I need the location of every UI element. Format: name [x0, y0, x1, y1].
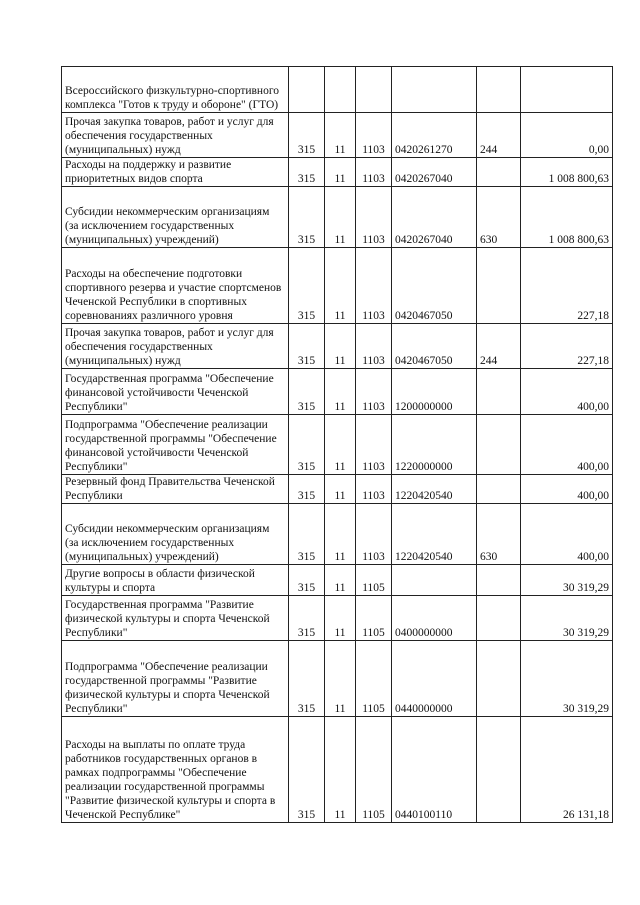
row-name: Расходы на выплаты по оплате труда работников государственных органов в рамках подпрограммы "Обеспечение реализации государственной программы "Развитие физической культуры и спорта в Чеченской Республике"	[62, 717, 289, 823]
row-cs	[392, 67, 477, 113]
row-name: Расходы на поддержку и развитие приоритетных видов спорта	[62, 158, 289, 187]
row-name: Подпрограмма "Обеспечение реализации государственной программы "Развитие физической культуры и спорта Чеченской Республики"	[62, 641, 289, 717]
row-gr: 315	[289, 504, 325, 565]
table-row	[62, 415, 613, 475]
budget-table	[61, 66, 613, 823]
row-pr: 1103	[356, 504, 392, 565]
table-row	[62, 475, 613, 504]
row-vr	[477, 369, 521, 415]
row-gr: 315	[289, 324, 325, 369]
row-rz: 11	[325, 475, 356, 504]
row-sum: 26 131,18	[521, 717, 613, 823]
row-cs: 0420467050	[392, 324, 477, 369]
row-name: Другие вопросы в области физической культуры и спорта	[62, 565, 289, 596]
row-vr: 244	[477, 324, 521, 369]
row-cs: 1200000000	[392, 369, 477, 415]
row-pr: 1103	[356, 415, 392, 475]
row-rz: 11	[325, 415, 356, 475]
table-row	[62, 717, 613, 823]
row-gr: 315	[289, 641, 325, 717]
row-rz: 11	[325, 717, 356, 823]
row-gr: 315	[289, 369, 325, 415]
row-gr: 315	[289, 596, 325, 641]
table-row	[62, 504, 613, 565]
row-vr	[477, 67, 521, 113]
row-pr	[356, 67, 392, 113]
row-vr: 244	[477, 113, 521, 158]
row-name: Прочая закупка товаров, работ и услуг для обеспечения государственных (муниципальных) нужд	[62, 324, 289, 369]
row-sum: 0,00	[521, 113, 613, 158]
row-pr: 1103	[356, 369, 392, 415]
row-cs: 0420261270	[392, 113, 477, 158]
row-name: Всероссийского физкультурно-спортивного комплекса "Готов к труду и обороне" (ГТО)	[62, 67, 289, 113]
row-vr	[477, 158, 521, 187]
row-sum: 400,00	[521, 475, 613, 504]
row-gr: 315	[289, 187, 325, 248]
row-rz: 11	[325, 158, 356, 187]
row-rz: 11	[325, 504, 356, 565]
budget-table-body	[62, 67, 613, 823]
row-sum	[521, 67, 613, 113]
row-sum: 30 319,29	[521, 641, 613, 717]
row-sum: 1 008 800,63	[521, 187, 613, 248]
row-name: Государственная программа "Развитие физической культуры и спорта Чеченской Республики"	[62, 596, 289, 641]
row-rz: 11	[325, 565, 356, 596]
table-row	[62, 596, 613, 641]
row-pr: 1105	[356, 596, 392, 641]
row-pr: 1105	[356, 717, 392, 823]
row-pr: 1103	[356, 475, 392, 504]
row-vr	[477, 475, 521, 504]
table-row	[62, 158, 613, 187]
row-rz: 11	[325, 187, 356, 248]
table-row	[62, 67, 613, 113]
row-pr: 1103	[356, 113, 392, 158]
row-cs: 1220420540	[392, 475, 477, 504]
row-rz: 11	[325, 641, 356, 717]
row-vr	[477, 565, 521, 596]
row-vr	[477, 641, 521, 717]
row-rz: 11	[325, 113, 356, 158]
row-rz: 11	[325, 369, 356, 415]
row-name: Подпрограмма "Обеспечение реализации государственной программы "Обеспечение финансовой устойчивости Чеченской Республики"	[62, 415, 289, 475]
row-gr: 315	[289, 717, 325, 823]
row-vr: 630	[477, 504, 521, 565]
row-gr: 315	[289, 248, 325, 324]
row-pr: 1105	[356, 641, 392, 717]
row-vr	[477, 415, 521, 475]
row-cs: 0420467050	[392, 248, 477, 324]
row-cs: 0420267040	[392, 158, 477, 187]
row-pr: 1103	[356, 187, 392, 248]
row-gr: 315	[289, 565, 325, 596]
table-row	[62, 113, 613, 158]
row-gr: 315	[289, 158, 325, 187]
row-cs: 0420267040	[392, 187, 477, 248]
row-cs: 0400000000	[392, 596, 477, 641]
row-vr	[477, 717, 521, 823]
row-sum: 1 008 800,63	[521, 158, 613, 187]
table-row	[62, 187, 613, 248]
row-name: Расходы на обеспечение подготовки спортивного резерва и участие спортсменов Чеченской Республики в спортивных соревнованиях различного уровня	[62, 248, 289, 324]
row-rz: 11	[325, 324, 356, 369]
row-cs: 0440100110	[392, 717, 477, 823]
row-sum: 400,00	[521, 504, 613, 565]
table-row	[62, 565, 613, 596]
row-gr: 315	[289, 113, 325, 158]
row-sum: 227,18	[521, 324, 613, 369]
row-gr	[289, 67, 325, 113]
row-rz	[325, 67, 356, 113]
row-sum: 227,18	[521, 248, 613, 324]
row-pr: 1105	[356, 565, 392, 596]
row-rz: 11	[325, 596, 356, 641]
row-name: Резервный фонд Правительства Чеченской Республики	[62, 475, 289, 504]
row-pr: 1103	[356, 248, 392, 324]
row-cs	[392, 565, 477, 596]
row-name: Субсидии некоммерческим организациям (за исключением государственных (муниципальных) учреждений)	[62, 504, 289, 565]
row-pr: 1103	[356, 324, 392, 369]
row-cs: 1220000000	[392, 415, 477, 475]
row-gr: 315	[289, 415, 325, 475]
row-name: Прочая закупка товаров, работ и услуг для обеспечения государственных (муниципальных) нужд	[62, 113, 289, 158]
row-rz: 11	[325, 248, 356, 324]
row-pr: 1103	[356, 158, 392, 187]
row-cs: 0440000000	[392, 641, 477, 717]
budget-sheet	[61, 66, 613, 823]
table-row	[62, 369, 613, 415]
row-vr	[477, 248, 521, 324]
table-row	[62, 248, 613, 324]
row-sum: 400,00	[521, 369, 613, 415]
row-gr: 315	[289, 475, 325, 504]
row-sum: 400,00	[521, 415, 613, 475]
table-row	[62, 641, 613, 717]
row-vr	[477, 596, 521, 641]
table-row	[62, 324, 613, 369]
row-cs: 1220420540	[392, 504, 477, 565]
row-vr: 630	[477, 187, 521, 248]
row-name: Государственная программа "Обеспечение финансовой устойчивости Чеченской Республики"	[62, 369, 289, 415]
row-sum: 30 319,29	[521, 596, 613, 641]
row-sum: 30 319,29	[521, 565, 613, 596]
row-name: Субсидии некоммерческим организациям (за исключением государственных (муниципальных) учреждений)	[62, 187, 289, 248]
